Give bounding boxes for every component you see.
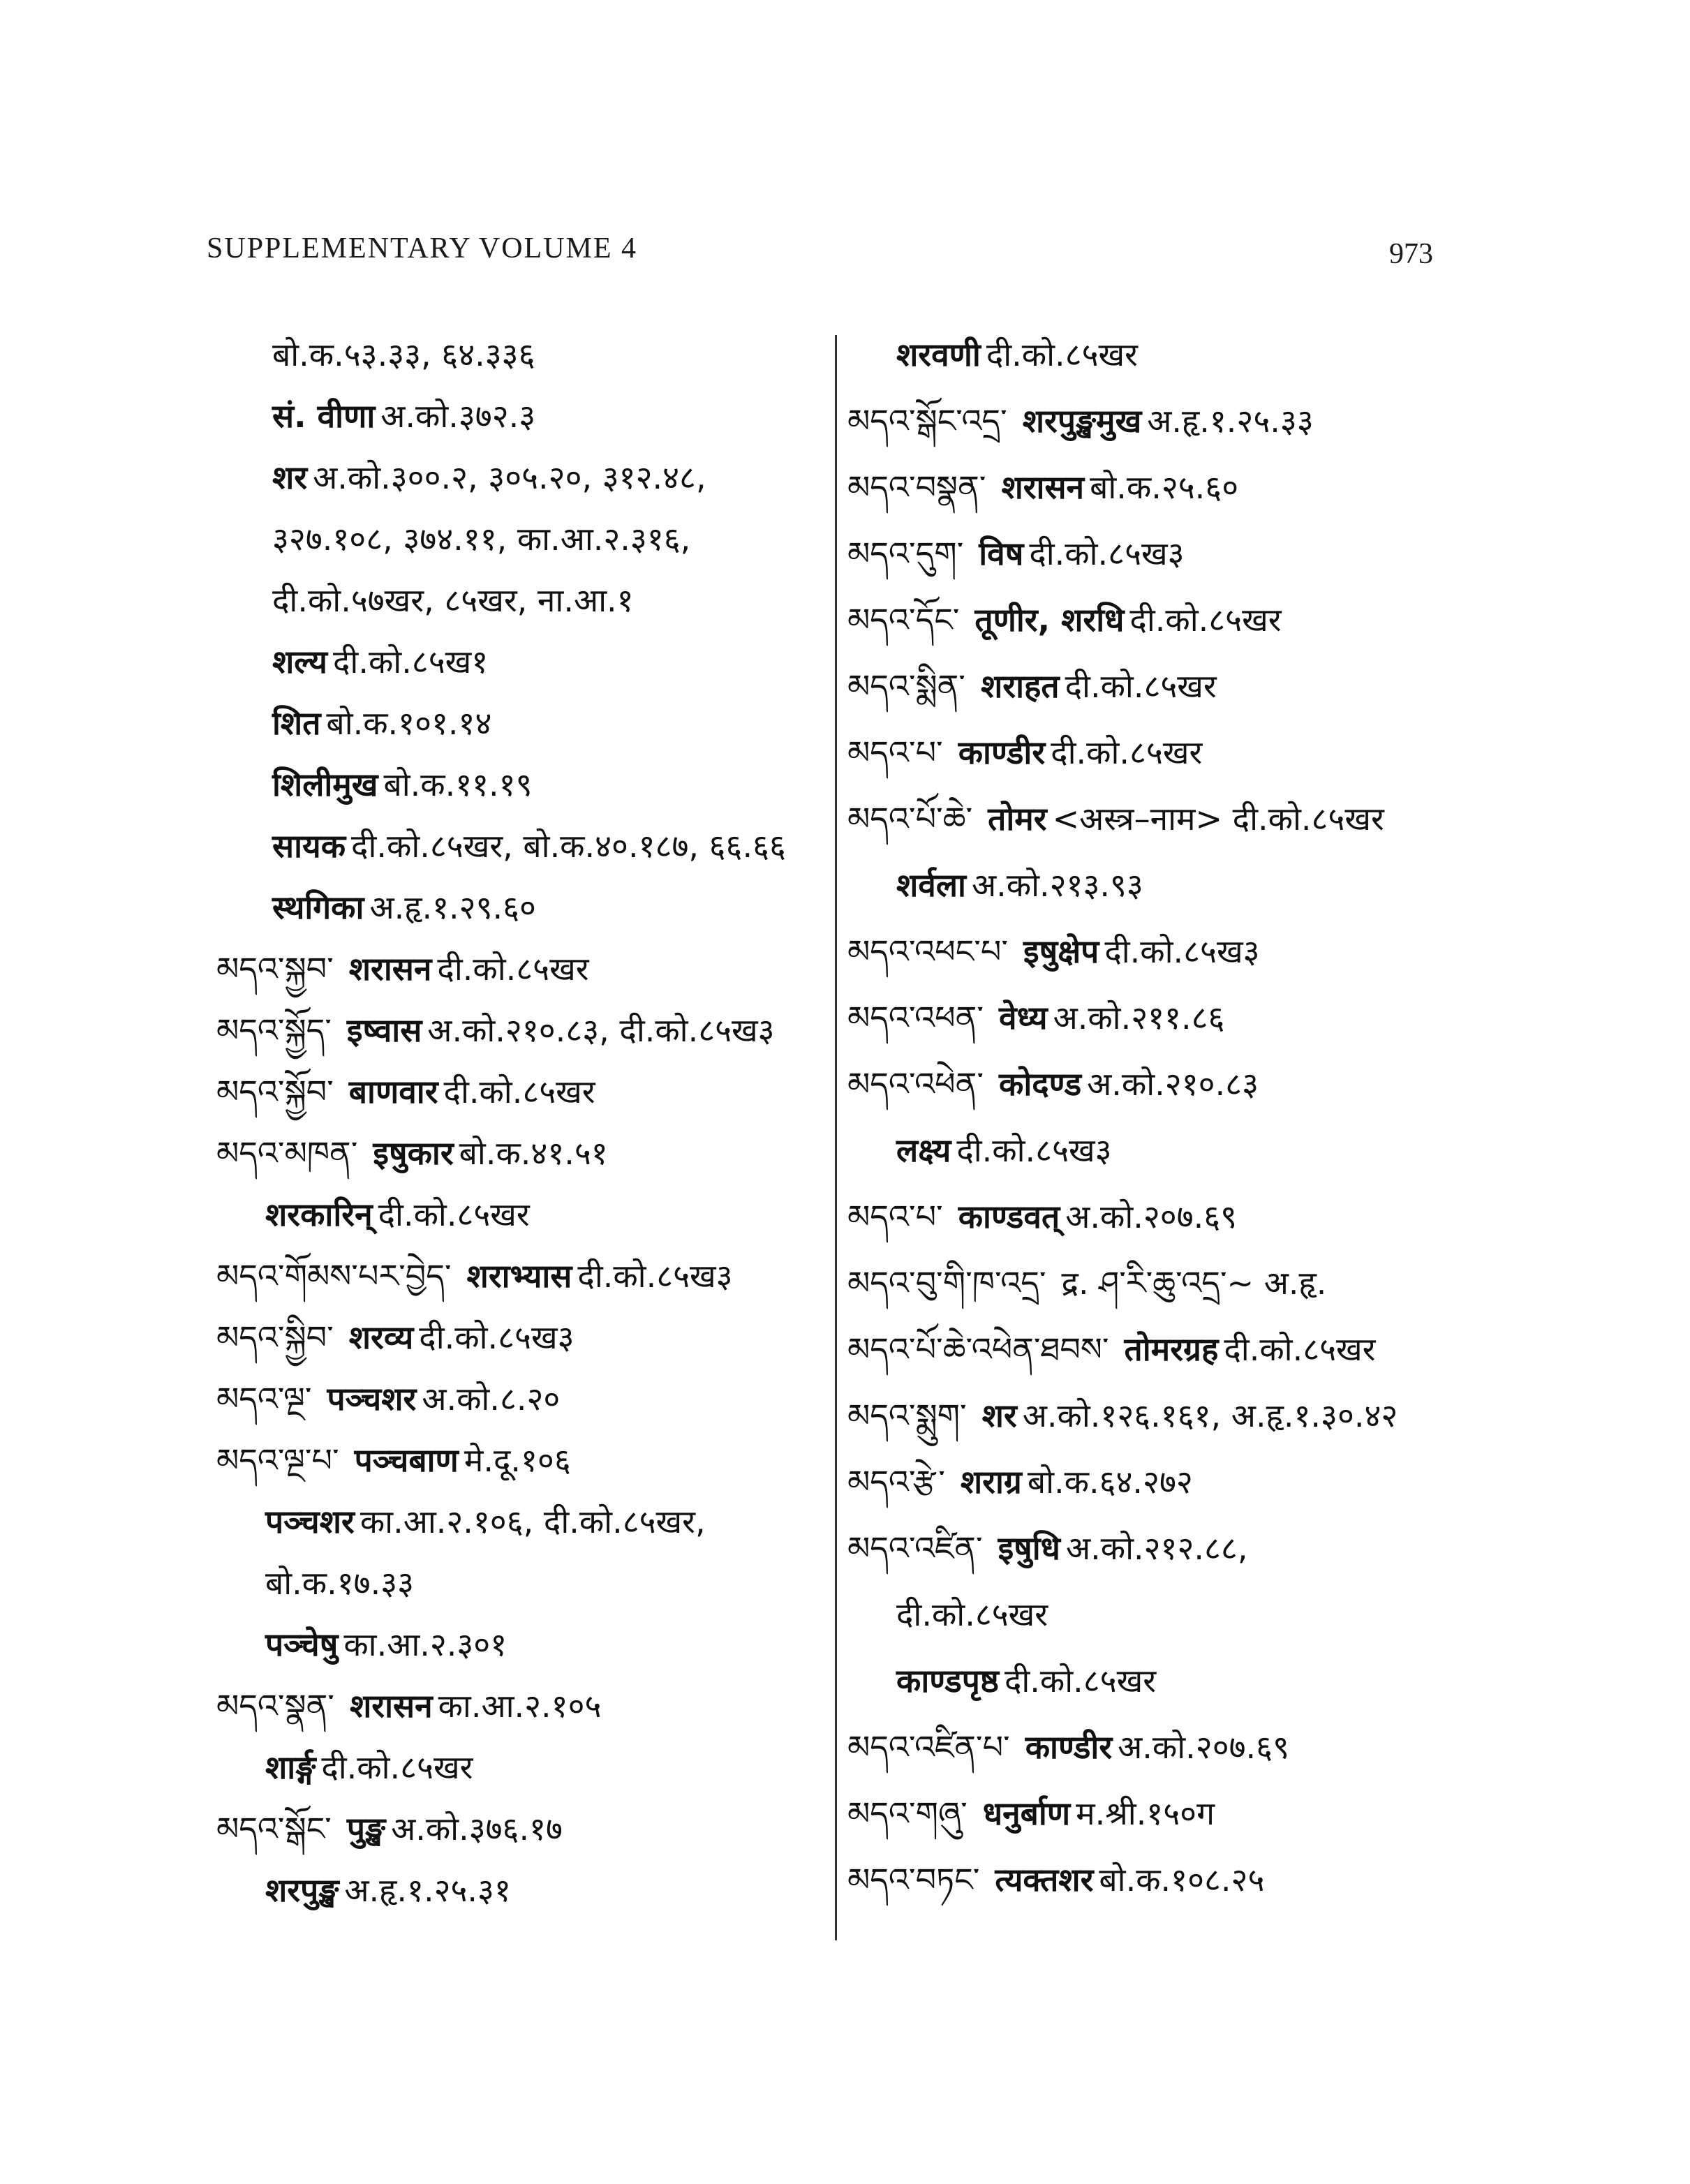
tibetan-term: མདའ་ལྔ་	[216, 1380, 312, 1418]
source-reference: दी.को.८५खर	[443, 1073, 595, 1110]
dictionary-entry	[896, 1660, 1156, 1702]
sanskrit-headword: पुङ्ख	[346, 1810, 386, 1848]
dictionary-entry	[216, 1255, 733, 1297]
sanskrit-headword: शर्वला	[896, 866, 966, 904]
source-reference: <अस्त्र–नाम> दी.को.८५खर	[1052, 800, 1384, 838]
sanskrit-headword: तोमरग्रह	[1124, 1330, 1219, 1368]
dictionary-entry	[847, 1196, 1237, 1238]
running-header: SUPPLEMENTARY VOLUME 4	[207, 232, 638, 265]
dictionary-entry	[272, 456, 706, 498]
column-divider	[835, 335, 837, 1940]
sanskrit-headword: स्थगिका	[272, 889, 364, 926]
dictionary-entry	[847, 400, 1314, 442]
dictionary-entry	[272, 334, 535, 376]
dictionary-entry	[847, 1859, 1264, 1901]
sanskrit-headword: शरपुङ्ख	[265, 1871, 339, 1909]
sanskrit-headword: इषुकार	[373, 1134, 454, 1172]
source-reference: दी.को.८५खर	[896, 1596, 1048, 1633]
source-reference: अ.को.२१३.९३	[971, 866, 1143, 904]
sanskrit-headword: शरव्य	[348, 1318, 414, 1356]
dictionary-entry	[265, 1562, 414, 1604]
source-reference: दी.को.८५ख१	[332, 643, 489, 681]
tibetan-term: མདའ་དུག་	[847, 535, 964, 572]
source-reference: अ.हृ.१.२५.३१	[344, 1871, 511, 1909]
tibetan-term: མདའ་པོ་ཆེ་	[847, 800, 973, 838]
source-reference: दी.को.८५खर	[378, 1196, 530, 1233]
tibetan-term: མདའ་སྒོང་	[216, 1810, 332, 1848]
tibetan-term: མདའ་གཞུ་	[847, 1795, 968, 1832]
tibetan-term: མདའ་དོང་	[847, 601, 960, 639]
source-reference: अ.को.३००.२, ३०५.२०, ३१२.४८,	[313, 459, 706, 496]
source-reference: बो.क.१०१.१४	[326, 704, 492, 742]
dictionary-entry	[847, 731, 1202, 773]
source-reference: का.आ.२.३०१	[343, 1626, 507, 1663]
dictionary-entry	[265, 1624, 507, 1665]
tibetan-term: མདའ་བསྣན་	[847, 468, 986, 506]
dictionary-entry	[265, 1869, 511, 1911]
dictionary-entry	[272, 886, 536, 928]
sanskrit-headword: काण्डवत्	[958, 1198, 1060, 1235]
sanskrit-headword: तोमर	[988, 800, 1047, 838]
dictionary-entry	[265, 1194, 530, 1235]
dictionary-entry	[265, 1501, 706, 1543]
dictionary-entry	[847, 533, 1185, 574]
sanskrit-headword: शल्य	[272, 643, 327, 681]
dictionary-entry	[847, 665, 1217, 707]
sanskrit-headword: विष	[979, 535, 1024, 572]
sanskrit-headword: शिलीमुख	[272, 766, 378, 803]
source-reference: दी.को.८५ख३	[1104, 933, 1260, 970]
sanskrit-headword: काण्डपृष्ठ	[896, 1662, 999, 1700]
tibetan-term: མདའ་བཏང་	[847, 1861, 980, 1899]
sanskrit-headword: धनुर्बाण	[982, 1795, 1071, 1832]
sanskrit-headword: तूणीर, शरधि	[974, 601, 1125, 639]
dictionary-entry	[847, 1395, 1398, 1436]
source-reference: बो.क.५३.३३, ६४.३३६	[272, 336, 535, 373]
source-reference: अ.को.१२६.१६१, अ.हृ.१.३०.४२	[1022, 1397, 1398, 1434]
tibetan-term: མདའ་རྩེ་	[847, 1463, 945, 1501]
tibetan-term: མདའ་འཕེན་	[847, 1065, 984, 1103]
dictionary-entry	[216, 1071, 595, 1113]
dictionary-entry	[847, 997, 1224, 1039]
source-reference: बो.क.११.१९	[383, 766, 533, 803]
dictionary-entry	[272, 395, 535, 437]
source-reference: दी.को.८५खर	[1065, 667, 1217, 705]
source-reference: बो.क.४१.५१	[459, 1134, 608, 1172]
tibetan-term: མདའ་སྨིན་	[847, 667, 965, 705]
sanskrit-headword: काण्डीर	[1025, 1728, 1113, 1766]
sanskrit-headword: सं. वीणा	[272, 397, 376, 435]
sanskrit-headword: पञ्चशर	[327, 1380, 417, 1418]
dictionary-entry	[847, 798, 1384, 840]
dictionary-entry	[272, 702, 491, 744]
dictionary-entry	[216, 1439, 571, 1481]
dictionary-entry	[272, 764, 533, 805]
source-reference: दी.को.८५ख३	[1029, 535, 1185, 572]
source-reference: दी.को.८५खर, बो.क.४०.१८७, ६६.६६	[351, 827, 786, 865]
source-reference: दी.को.८५ख३	[577, 1257, 733, 1295]
tibetan-term: མདའ་སྐྱོད་	[216, 1011, 332, 1049]
source-reference: अ.को.२१०.८३	[1087, 1065, 1259, 1103]
source-reference: बो.क.६४.२७२	[1027, 1463, 1193, 1501]
tibetan-term: མདའ་སྣན་	[216, 1687, 334, 1725]
source-reference: दी.को.८५ख३	[956, 1131, 1112, 1169]
dictionary-entry	[847, 599, 1282, 641]
source-reference: अ.को.२११.८६	[1053, 999, 1225, 1037]
dictionary-entry	[272, 825, 786, 867]
source-reference: अ.को.३७६.१७	[391, 1810, 563, 1848]
tibetan-term: མདའ་ལྔ་པ་	[216, 1441, 339, 1479]
sanskrit-headword: शराभ्यास	[466, 1257, 572, 1295]
sanskrit-headword: पञ्चबाण	[354, 1441, 459, 1479]
tibetan-term: མདའ་སྐྱོབ་	[216, 1073, 334, 1110]
source-reference: दी.को.८५ख३	[419, 1318, 575, 1356]
sanskrit-headword: कोदण्ड	[999, 1065, 1082, 1103]
tibetan-term: མདའ་སྨུག་	[847, 1397, 967, 1434]
tibetan-term: མདའ་འཕན་	[847, 999, 984, 1037]
dictionary-entry	[216, 1808, 563, 1850]
sanskrit-headword: शरपुङ्खमुख	[1022, 402, 1142, 440]
source-reference: का.आ.२.१०५	[438, 1687, 602, 1725]
dictionary-entry	[272, 641, 488, 683]
tibetan-term: མདའ་པ་	[847, 734, 943, 771]
source-reference: का.आ.२.१०६, दी.को.८५खर,	[360, 1503, 706, 1540]
page-number: 973	[1389, 238, 1433, 270]
sanskrit-headword: शराहत	[980, 667, 1060, 705]
tibetan-term: མདའ་བུ་གི་ཁ་འདྲ་	[847, 1264, 1046, 1302]
dictionary-entry	[847, 1792, 1215, 1834]
source-reference: अ.को.२१२.८८,	[1065, 1529, 1248, 1567]
source-reference: बो.क.१७.३३	[265, 1564, 415, 1602]
dictionary-entry	[216, 1378, 560, 1420]
source-reference: दी.को.८५खर	[1224, 1330, 1376, 1368]
sanskrit-headword: इषुक्षेप	[1023, 933, 1099, 970]
dictionary-entry	[896, 1129, 1112, 1171]
tibetan-term: མདའ་པ་	[847, 1198, 943, 1235]
sanskrit-headword: शर	[272, 459, 308, 496]
source-reference: अ.हृ.१.२९.६०	[369, 889, 536, 926]
sanskrit-headword: काण्डीर	[958, 734, 1046, 771]
source-reference: अ.को.२०७.६९	[1118, 1728, 1290, 1766]
source-reference: द्र. ཤ་རི་ཆུ་འདྲ་~ अ.हृ.	[1061, 1264, 1327, 1302]
sanskrit-headword: लक्ष्य	[896, 1131, 951, 1169]
tibetan-term: མདའ་སྐྱིབ་	[216, 1318, 334, 1356]
source-reference: दी.को.५७खर, ८५खर, ना.आ.१	[272, 581, 634, 619]
dictionary-entry	[847, 1328, 1375, 1370]
source-reference: अ.हृ.१.२५.३३	[1147, 402, 1314, 440]
source-reference: अ.को.२०७.६९	[1065, 1198, 1238, 1235]
tibetan-term: མདའ་གོམས་པར་བྱེད་	[216, 1257, 452, 1295]
source-reference: दी.को.८५खर	[321, 1748, 473, 1786]
sanskrit-headword: शर	[981, 1397, 1017, 1434]
dictionary-entry	[216, 1009, 775, 1051]
dictionary-entry	[216, 1132, 608, 1174]
sanskrit-headword: शरकारिन्	[265, 1196, 373, 1233]
source-reference: बो.क.२५.६०	[1090, 468, 1239, 506]
tibetan-term: མདའ་མཁན་	[216, 1134, 358, 1172]
dictionary-entry	[216, 1316, 575, 1358]
sanskrit-headword: शराग्र	[960, 1463, 1022, 1501]
sanskrit-headword: सायक	[272, 827, 346, 865]
sanskrit-headword: इष्वास	[346, 1011, 422, 1049]
source-reference: म.श्री.१५०ग	[1076, 1795, 1215, 1832]
sanskrit-headword: बाणवार	[348, 1073, 438, 1110]
source-reference: दी.को.८५खर	[1051, 734, 1203, 771]
sanskrit-headword: शरवणी	[896, 336, 981, 373]
tibetan-term: མདའ་སྐྱབ་	[216, 950, 334, 988]
tibetan-term: མདའ་འཛིན་	[847, 1529, 983, 1567]
source-reference: दी.को.८५खर	[986, 336, 1138, 373]
dictionary-entry	[847, 930, 1260, 972]
source-reference: दी.को.८५खर	[437, 950, 589, 988]
sanskrit-headword: इषुधि	[998, 1529, 1060, 1567]
dictionary-entry	[847, 1726, 1289, 1768]
dictionary-entry	[896, 334, 1138, 376]
dictionary-entry	[272, 579, 634, 621]
dictionary-entry	[847, 1262, 1326, 1304]
source-reference: अ.को.८.२०	[422, 1380, 561, 1418]
dictionary-entry	[216, 948, 589, 990]
source-reference: मे.दू.१०६	[464, 1441, 571, 1479]
source-reference: ३२७.१०८, ३७४.११, का.आ.२.३१६,	[272, 520, 691, 558]
dictionary-entry	[896, 864, 1143, 906]
source-reference: दी.को.८५खर	[1004, 1662, 1157, 1700]
dictionary-entry	[272, 518, 690, 560]
source-reference: अ.को.२१०.८३, दी.को.८५ख३	[427, 1011, 775, 1049]
sanskrit-headword: शरासन	[1001, 468, 1085, 506]
sanskrit-headword: शरासन	[348, 950, 432, 988]
dictionary-entry	[847, 1461, 1193, 1503]
sanskrit-headword: वेध्य	[999, 999, 1048, 1037]
source-reference: अ.को.३७२.३	[380, 397, 536, 435]
tibetan-term: མདའ་འཛིན་པ་	[847, 1728, 1010, 1766]
tibetan-term: མདའ་འཕང་པ་	[847, 933, 1009, 970]
dictionary-entry	[896, 1594, 1048, 1635]
dictionary-entry	[216, 1685, 601, 1727]
source-reference: बो.क.१०८.२५	[1099, 1861, 1265, 1899]
sanskrit-headword: शार्ङ्ग	[265, 1748, 316, 1786]
dictionary-entry	[265, 1746, 473, 1788]
dictionary-entry	[847, 1527, 1247, 1569]
sanskrit-headword: पञ्चशर	[265, 1503, 355, 1540]
sanskrit-headword: शित	[272, 704, 321, 742]
tibetan-term: མདའ་པོ་ཆེ་འཕེན་ཐབས་	[847, 1330, 1109, 1368]
dictionary-entry	[847, 1063, 1259, 1105]
sanskrit-headword: पञ्चेषु	[265, 1626, 339, 1663]
dictionary-entry	[847, 466, 1238, 508]
source-reference: दी.को.८५खर	[1129, 601, 1282, 639]
sanskrit-headword: त्यक्तशर	[995, 1861, 1094, 1899]
tibetan-term: མདའ་སྒོང་འདྲ་	[847, 402, 1007, 440]
sanskrit-headword: शरासन	[349, 1687, 433, 1725]
